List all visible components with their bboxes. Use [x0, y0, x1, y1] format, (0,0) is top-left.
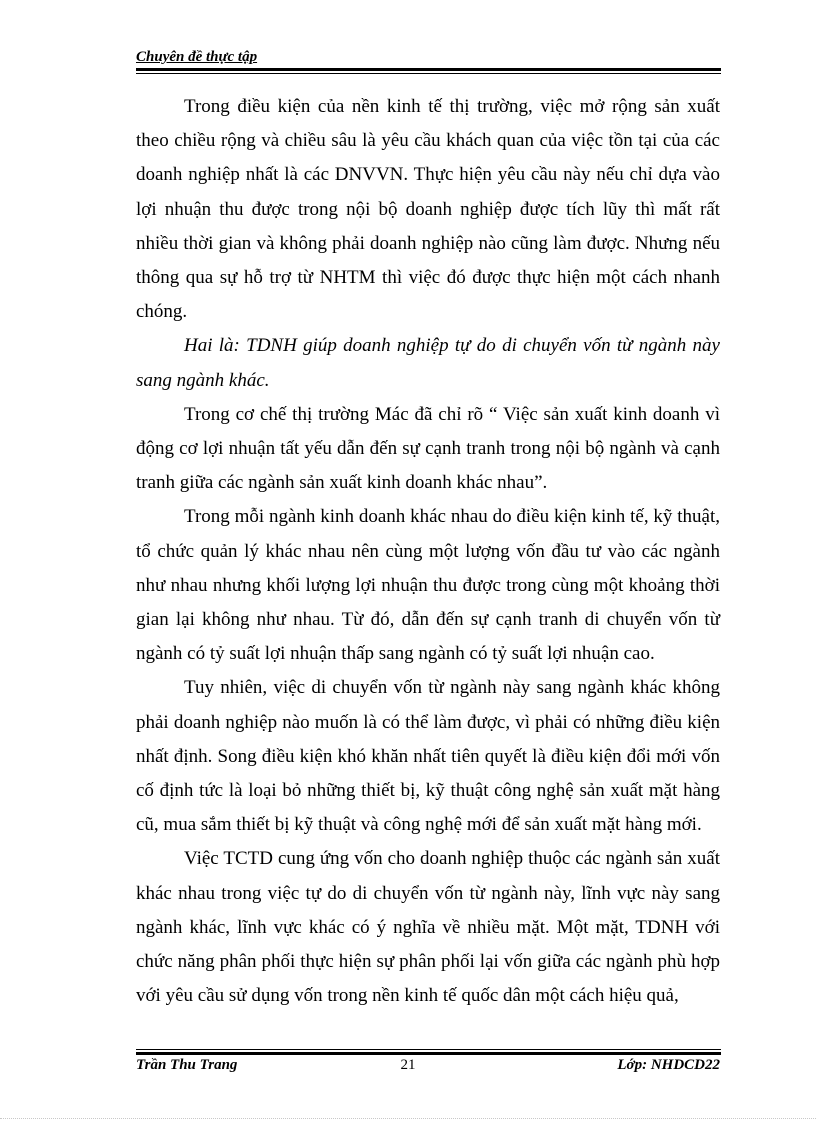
page-edge-divider	[0, 1118, 816, 1119]
header-rule-thick	[136, 68, 721, 71]
footer-rule-thin	[136, 1049, 721, 1050]
paragraph: Trong cơ chế thị trường Mác đã chỉ rõ “ Việc sản xuất kinh doanh vì động cơ lợi nhuận tất yếu dẫn đến sự cạnh tranh trong nội bộ ngành và cạnh tranh giữa các ngành sản xuất kinh doanh khác nhau”.	[136, 403, 720, 494]
paragraph: Trong mỗi ngành kinh doanh khác nhau do điều kiện kinh tế, kỹ thuật, tổ chức quản lý khác nhau nên cùng một lượng vốn đầu tư vào các ngành như nhau nhưng khối lượng lợi nhuận thu được trong cùng một khoảng thời gian lại không như nhau. Từ đó, dẫn đến sự cạnh tranh di chuyển vốn từ ngành có tỷ suất lợi nhuận thấp sang ngành có tỷ suất lợi nhuận cao.	[136, 506, 720, 665]
header-title: Chuyên đề thực tập	[136, 49, 258, 65]
paragraph: Tuy nhiên, việc di chuyển vốn từ ngành này sang ngành khác không phải doanh nghiệp nào muốn là có thể làm được, vì phải có những điều kiện nhất định. Song điều kiện khó khăn nhất tiên quyết là điều kiện đổi mới vốn cố định tức là loại bỏ những thiết bị, kỹ thuật công nghệ sản xuất mặt hàng cũ, mua sắm thiết bị kỹ thuật và công nghệ mới để sản xuất mặt hàng mới.	[136, 677, 720, 836]
footer-rule-thick	[136, 1052, 721, 1055]
paragraph: Trong điều kiện của nền kinh tế thị trường, việc mở rộng sản xuất theo chiều rộng và chiều sâu là yêu cầu khách quan của việc tồn tại của các doanh nghiệp nhất là các DNVVN. Thực hiện yêu cầu này nếu chỉ dựa vào lợi nhuận thu được trong nội bộ doanh nghiệp được tích lũy thì mất rất nhiều thời gian và không phải doanh nghiệp nào cũng làm được. Nhưng nếu thông qua sự hỗ trợ từ NHTM thì việc đó được thực hiện một cách nhanh chóng.	[136, 96, 720, 323]
paragraph-heading-italic: Hai là: TDNH giúp doanh nghiệp tự do di chuyển vốn từ ngành này sang ngành khác.	[136, 335, 720, 391]
paragraph: Việc TCTD cung ứng vốn cho doanh nghiệp thuộc các ngành sản xuất khác nhau trong việc tự do di chuyển vốn từ ngành này, lĩnh vực này sang ngành khác, lĩnh vực khác có ý nghĩa về nhiều mặt. Một mặt, TDNH với chức năng phân phối thực hiện sự phân phối lại vốn giữa các ngành phù hợp với yêu cầu sử dụng vốn trong nền kinh tế quốc dân một cách hiệu quả,	[136, 848, 720, 1007]
footer-author: Trần Thu Trang	[136, 1057, 238, 1073]
document-body	[136, 90, 720, 1013]
header-rule-thin	[136, 73, 721, 74]
footer-class-label: Lớp: NHDCD22	[617, 1057, 720, 1073]
footer-page-number: 21	[400, 1057, 416, 1073]
